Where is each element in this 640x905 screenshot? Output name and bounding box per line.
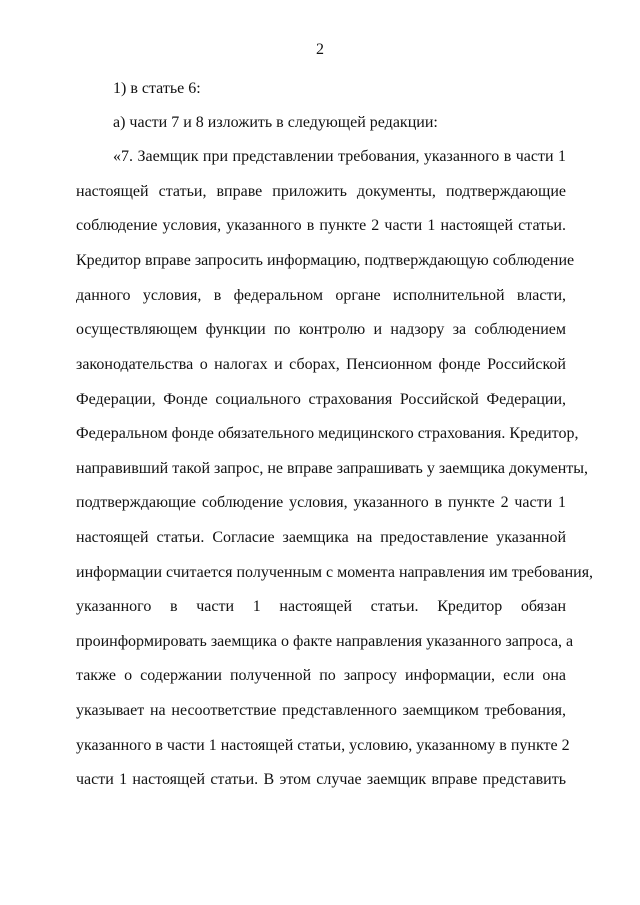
paragraph-line: указанного в части 1 настоящей статьи, условию, указанному в пункте 2	[76, 737, 570, 754]
paragraph-line: законодательства о налогах и сборах, Пенсионном фонде Российской	[76, 356, 566, 373]
page-number: 2	[316, 41, 324, 58]
list-item-a: а) части 7 и 8 изложить в следующей редакции:	[113, 114, 438, 131]
paragraph-line: указывает на несоответствие представленного заемщиком требования,	[76, 702, 566, 719]
paragraph-line: Федерации, Фонде социального страхования Российской Федерации,	[76, 391, 566, 408]
paragraph-line: указанного в части 1 настоящей статьи. Кредитор обязан	[76, 598, 566, 615]
paragraph-line: проинформировать заемщика о факте направления указанного запроса, а	[76, 633, 574, 650]
paragraph-line: Кредитор вправе запросить информацию, подтверждающую соблюдение	[76, 252, 575, 269]
paragraph-line: Федеральном фонде обязательного медицинского страхования. Кредитор,	[76, 425, 579, 442]
paragraph-line: данного условия, в федеральном органе исполнительной власти,	[76, 287, 566, 304]
paragraph-line: соблюдение условия, указанного в пункте 2 части 1 настоящей статьи.	[76, 217, 566, 234]
paragraph-line: «7. Заемщик при представлении требования, указанного в части 1	[113, 148, 566, 165]
paragraph-line: части 1 настоящей статьи. В этом случае заемщик вправе представить	[76, 771, 566, 788]
paragraph-line: настоящей статьи, вправе приложить документы, подтверждающие	[76, 183, 566, 200]
paragraph-line: также о содержании полученной по запросу информации, если она	[76, 667, 566, 684]
paragraph-line: подтверждающие соблюдение условия, указанного в пункте 2 части 1	[76, 494, 566, 511]
paragraph-line: информации считается полученным с момента направления им требования,	[76, 564, 594, 581]
paragraph-line: осуществляющем функции по контролю и надзору за соблюдением	[76, 321, 566, 338]
paragraph-line: направивший такой запрос, не вправе запрашивать у заемщика документы,	[76, 460, 589, 477]
paragraph-line: настоящей статьи. Согласие заемщика на предоставление указанной	[76, 529, 566, 546]
list-item-1: 1) в статье 6:	[113, 80, 201, 97]
